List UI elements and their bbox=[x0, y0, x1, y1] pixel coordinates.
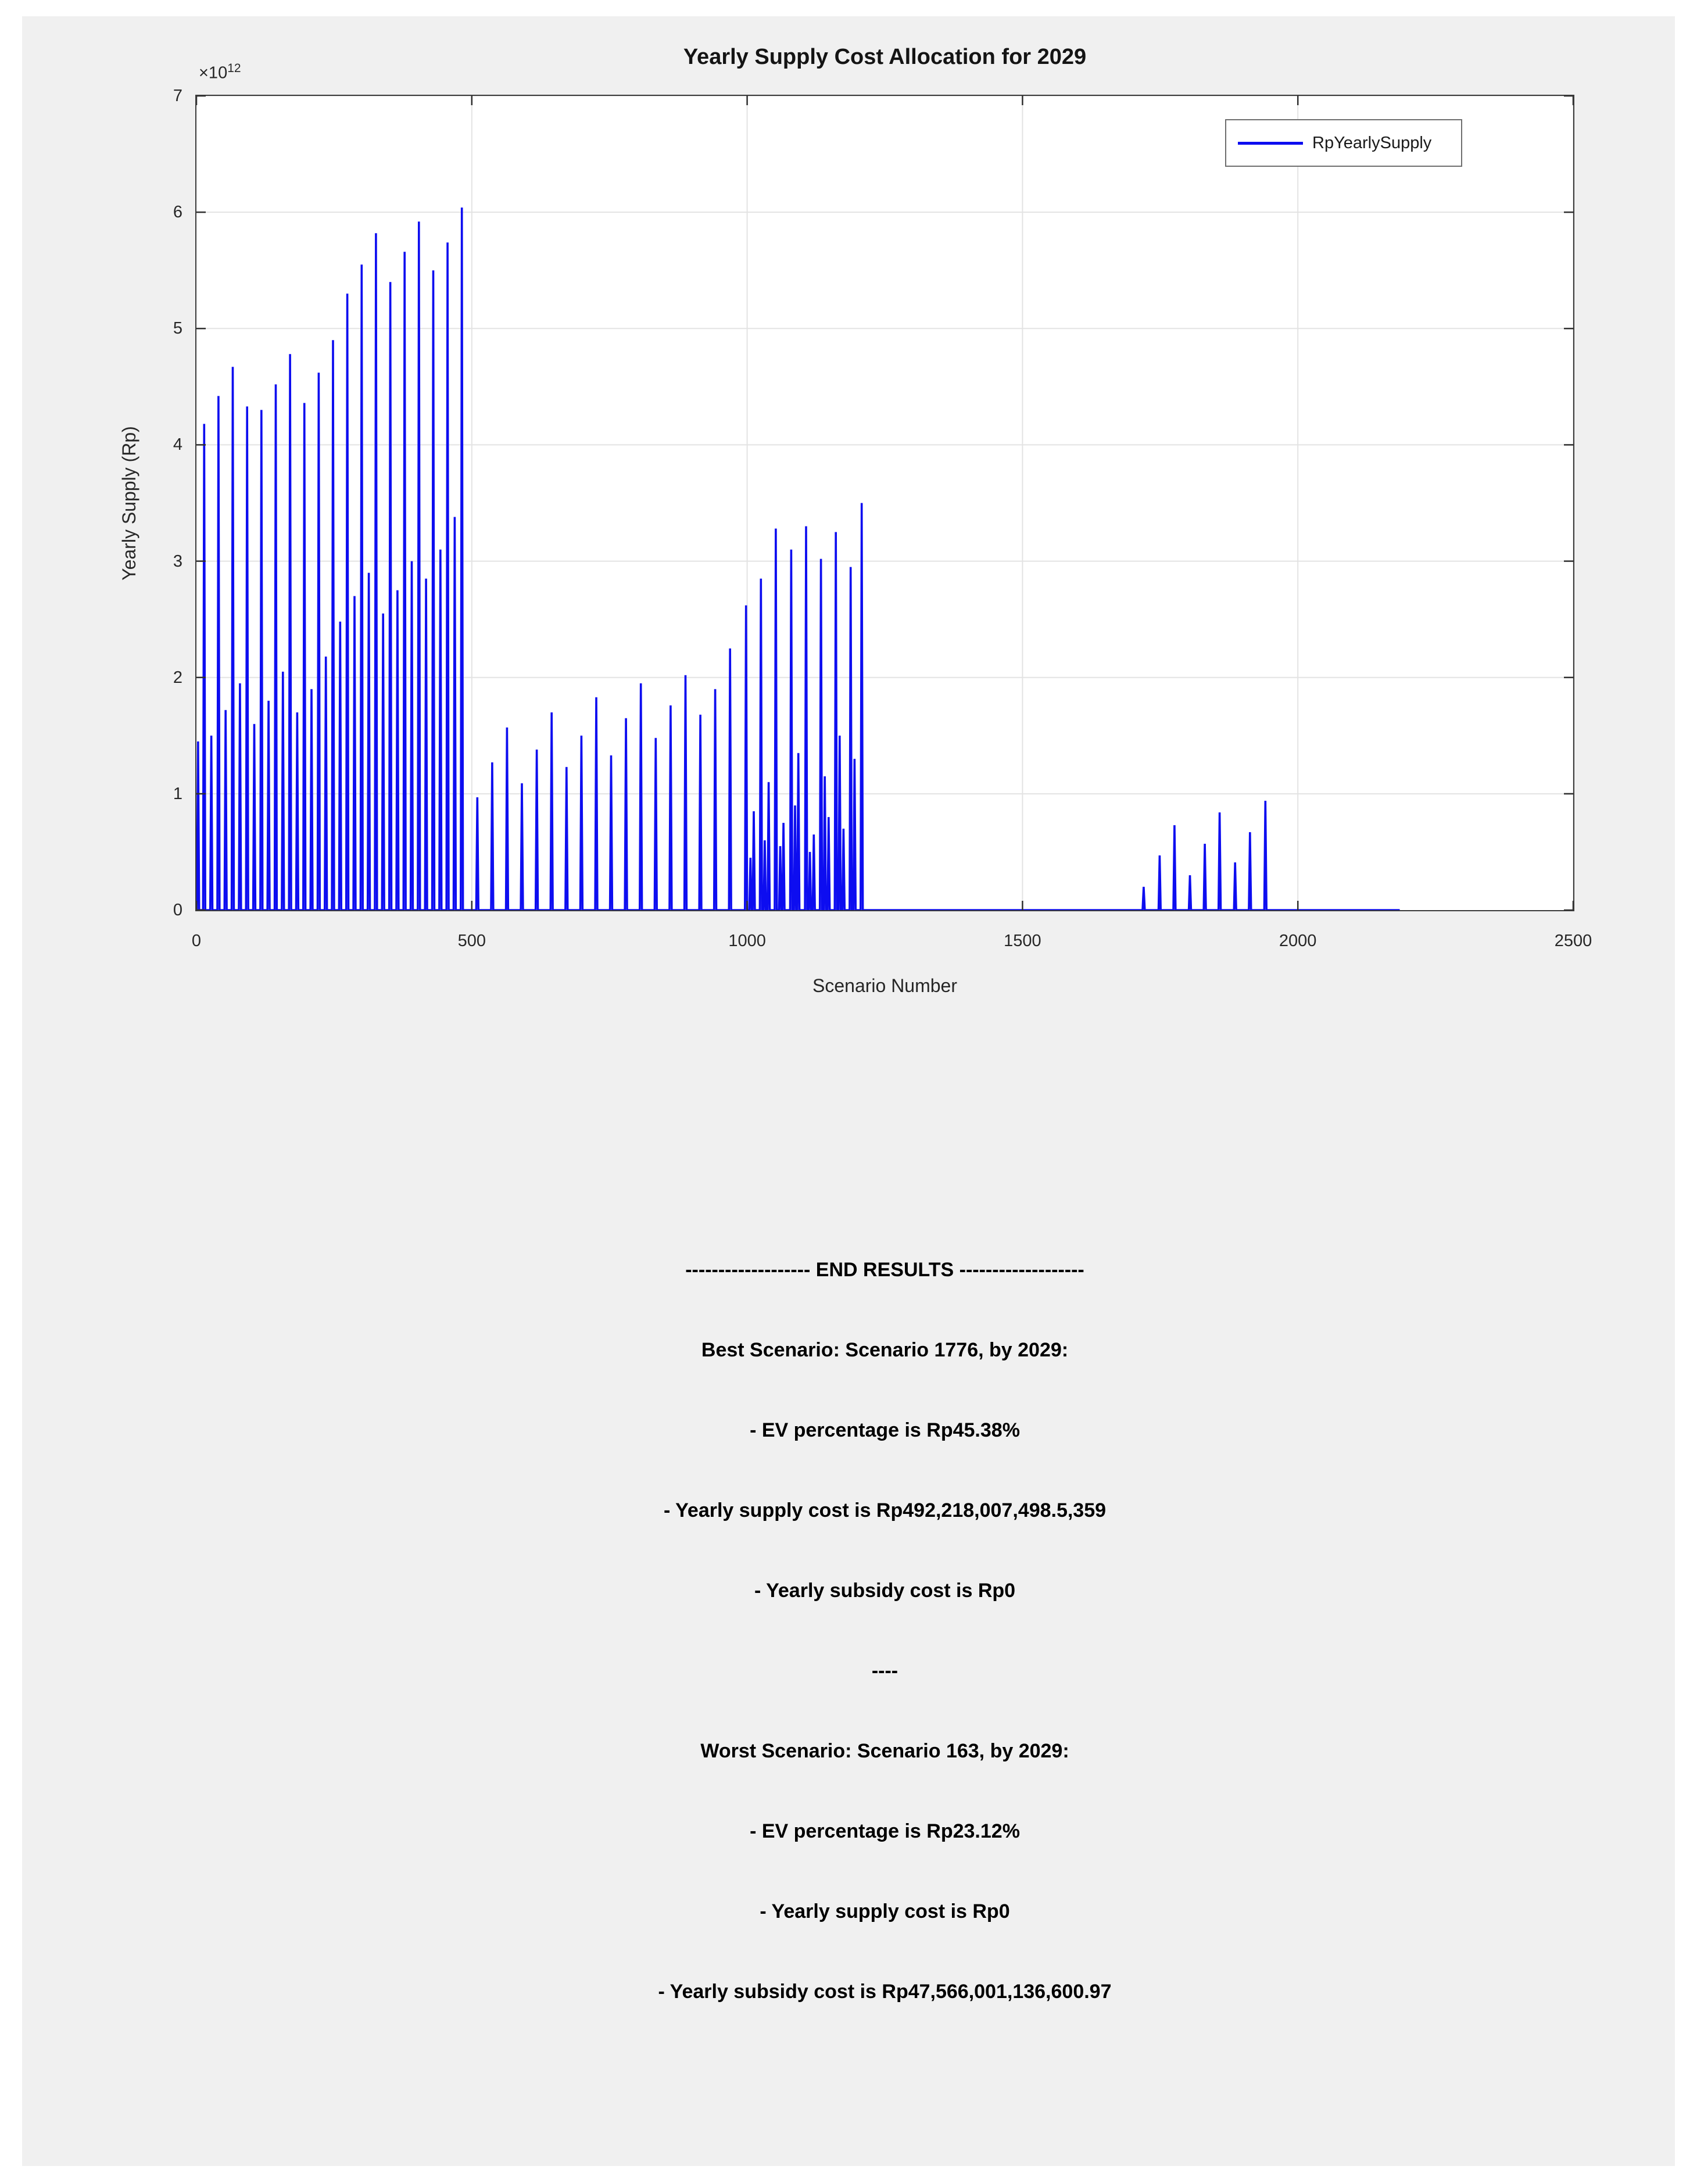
legend-line-swatch bbox=[1238, 142, 1303, 145]
plot-area bbox=[195, 95, 1574, 911]
exponent-prefix: ×10 bbox=[199, 63, 228, 83]
y-axis-label: Yearly Supply (Rp) bbox=[119, 426, 139, 581]
exponent-power: 12 bbox=[227, 62, 241, 75]
supply-cost-line bbox=[196, 207, 1400, 910]
x-tick-label: 2000 bbox=[1279, 932, 1317, 950]
result-line-0: ------------------- END RESULTS ------------------- bbox=[685, 1259, 1084, 1281]
result-line-2: - EV percentage is Rp45.38% bbox=[750, 1419, 1020, 1441]
legend-box bbox=[1225, 119, 1462, 167]
y-axis-exponent-label bbox=[199, 62, 241, 83]
chart-title: Yearly Supply Cost Allocation for 2029 bbox=[683, 45, 1087, 69]
x-tick-label: 1500 bbox=[1004, 932, 1041, 950]
y-tick-label: 6 bbox=[173, 203, 182, 222]
y-tick-label: 5 bbox=[173, 319, 182, 338]
matlab-figure bbox=[22, 16, 1675, 2166]
y-tick-label: 2 bbox=[173, 668, 182, 687]
y-tick-label: 1 bbox=[173, 784, 182, 803]
chart-canvas bbox=[196, 96, 1573, 910]
x-tick-label: 0 bbox=[191, 932, 202, 950]
result-line-1: Best Scenario: Scenario 1776, by 2029: bbox=[701, 1339, 1069, 1361]
y-tick-label: 4 bbox=[173, 435, 182, 454]
legend-series-label: RpYearlySupply bbox=[1312, 133, 1432, 152]
result-line-7: - EV percentage is Rp23.12% bbox=[750, 1820, 1020, 1842]
x-tick-label: 2500 bbox=[1554, 932, 1592, 950]
result-line-6: Worst Scenario: Scenario 163, by 2029: bbox=[700, 1740, 1069, 1762]
result-line-9: - Yearly subsidy cost is Rp47,566,001,136,600.97 bbox=[658, 1981, 1112, 2003]
x-tick-label: 500 bbox=[457, 932, 486, 950]
result-line-8: - Yearly supply cost is Rp0 bbox=[760, 1900, 1010, 1922]
result-line-3: - Yearly supply cost is Rp492,218,007,498.5,359 bbox=[663, 1499, 1107, 1521]
y-tick-label: 0 bbox=[173, 901, 182, 919]
result-line-4: - Yearly subsidy cost is Rp0 bbox=[754, 1580, 1016, 1602]
x-tick-label: 1000 bbox=[728, 932, 766, 950]
x-axis-label: Scenario Number bbox=[812, 975, 957, 996]
result-line-5: ---- bbox=[871, 1660, 898, 1682]
y-tick-label: 7 bbox=[173, 87, 182, 105]
y-tick-label: 3 bbox=[173, 552, 182, 571]
